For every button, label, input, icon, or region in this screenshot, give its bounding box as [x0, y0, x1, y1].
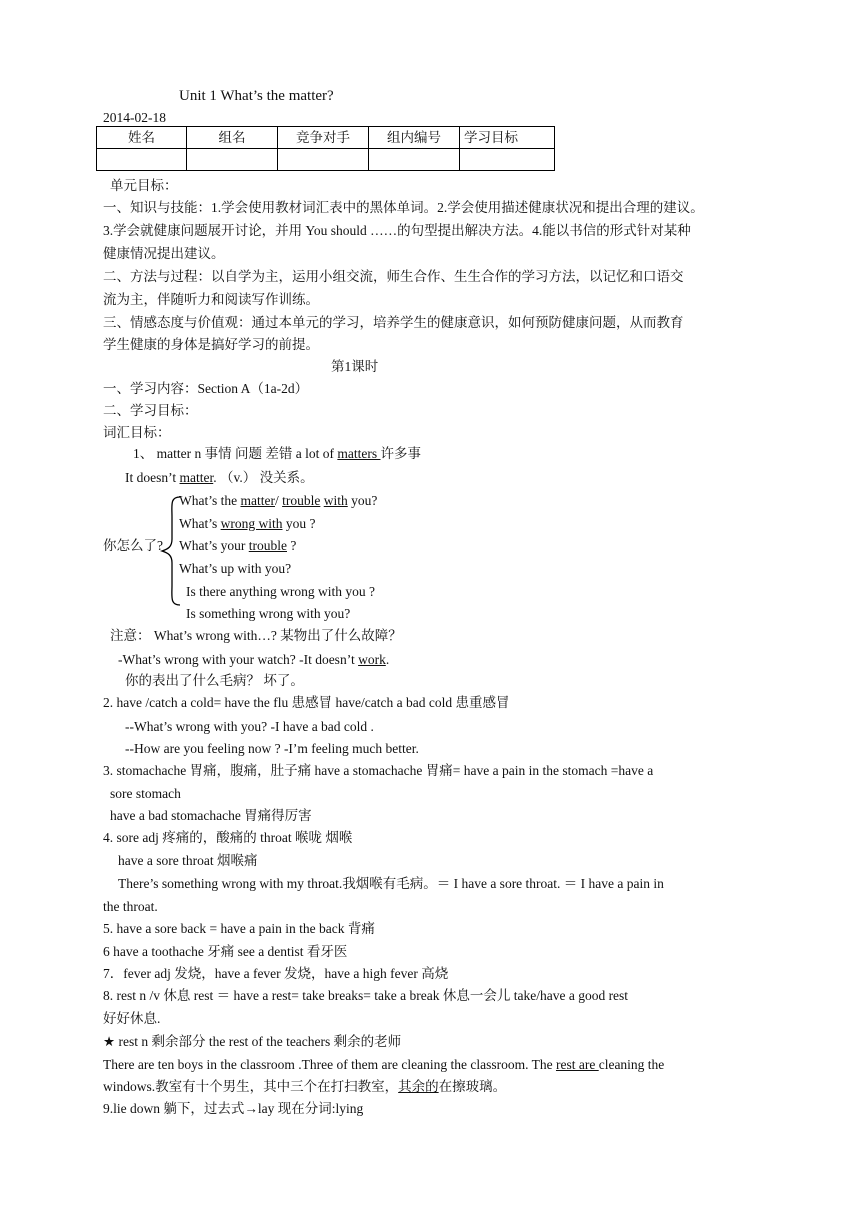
header-number: 组内编号: [369, 127, 460, 149]
phrase-line: [179, 537, 296, 555]
student-info-table: [96, 126, 555, 171]
phrase-line: What’s up with you?: [179, 561, 292, 576]
underlined-text: trouble: [282, 493, 321, 508]
cell-group[interactable]: [187, 149, 278, 171]
text: windows.教室有十个男生，其中三个在打扫教室，: [103, 1079, 399, 1094]
vocab-item-6: 6 have a toothache 牙痛 see a dentist 看牙医: [103, 944, 348, 959]
underlined-text: 其余的: [398, 1079, 439, 1094]
page-title: Unit 1 What’s the matter?: [179, 88, 334, 104]
text: What’s your: [179, 538, 249, 553]
example-line: [103, 1056, 664, 1074]
underlined-text: matter: [240, 493, 275, 508]
underlined-text: matter: [179, 470, 214, 485]
text: What’s: [179, 516, 221, 531]
goal-line: 二、方法与过程：以自学为主，运用小组交流，师生合作、生生合作的学习方法，以记忆和口语交: [103, 269, 684, 284]
vocab-item-5: 5. have a sore back = have a pain in the back 背痛: [103, 921, 375, 936]
example-line: sore stomach: [110, 786, 181, 801]
cell-name[interactable]: [97, 149, 187, 171]
vocab-item-4: 4. sore adj 疼痛的，酸痛的 throat 喉咙 烟喉: [103, 830, 353, 845]
example-line: There’s something wrong with my throat.我烟喉有毛病。＝ I have a sore throat. ＝ I have a pain in: [118, 876, 664, 891]
learning-content: 一、学习内容：Section A（1a-2d）: [103, 381, 309, 396]
cell-number[interactable]: [369, 149, 460, 171]
example-line: have a bad stomachache 胃痛得厉害: [110, 808, 312, 823]
text: you?: [347, 493, 378, 508]
text: you ?: [282, 516, 316, 531]
text: 在擦玻璃。: [438, 1079, 507, 1094]
vocab-item-8: 8. rest n /v 休息 rest ＝ have a rest= take breaks= take a break 休息一会儿 take/have a good rest: [103, 988, 629, 1003]
underlined-text: trouble: [248, 538, 287, 553]
phrase-line: [179, 515, 316, 533]
learning-objectives-label: 二、学习目标：: [103, 403, 198, 418]
cell-rival[interactable]: [278, 149, 369, 171]
text: /: [274, 493, 283, 508]
phrase-line: Is something wrong with you?: [186, 606, 351, 621]
text: . （v.） 没关系。: [213, 470, 314, 485]
vocab-label: 词汇目标：: [103, 425, 171, 440]
header-group: 组名: [187, 127, 278, 149]
vocab-item-1-example: [125, 469, 314, 487]
text: It doesn’t: [125, 470, 180, 485]
brace-label: 你怎么了?: [103, 538, 163, 553]
phrase-line: [179, 492, 377, 510]
example-line: --What’s wrong with you? -I have a bad cold .: [125, 719, 374, 734]
note-translation: 你的表出了什么毛病？ 坏了。: [125, 673, 304, 688]
header-goal: 学习目标: [460, 127, 555, 149]
cell-goal[interactable]: [460, 149, 555, 171]
underlined-text: wrong with: [220, 516, 283, 531]
header-rival: 竞争对手: [278, 127, 369, 149]
table-header-row: [97, 127, 555, 149]
underlined-text: work: [358, 652, 386, 667]
text: 1、 matter n 事情 问题 差错 a lot of: [133, 446, 338, 461]
example-line: --How are you feeling now ? -I’m feeling much better.: [125, 741, 419, 756]
phrase-line: Is there anything wrong with you ?: [186, 584, 375, 599]
note-line: 注意： What’s wrong with…? 某物出了什么故障？: [110, 628, 402, 643]
goal-line: 一、知识与技能：1.学会使用教材词汇表中的黑体单词。2.学会使用描述健康状况和提出合理的建议。: [103, 200, 704, 215]
header-name: 姓名: [97, 127, 187, 149]
text: There are ten boys in the classroom .Three of them are cleaning the classroom. The: [103, 1057, 556, 1072]
text: .: [385, 652, 390, 667]
goal-line: 三、情感态度与价值观：通过本单元的学习，培养学生的健康意识，如何预防健康问题，从而教育: [103, 315, 684, 330]
text: 许多事: [380, 446, 421, 461]
goal-line: 3.学会就健康问题展开讨论，并用 You should ……的句型提出解决方法。4.能以书信的形式针对某种: [103, 223, 691, 238]
vocab-item-2: 2. have /catch a cold= have the flu 患感冒 have/catch a bad cold 患重感冒: [103, 695, 510, 710]
text: ?: [287, 538, 297, 553]
vocab-item-9: 9.lie down 躺下，过去式→lay 现在分词:lying: [103, 1101, 364, 1116]
underlined-text: with: [323, 493, 348, 508]
underlined-text: rest are: [555, 1057, 599, 1072]
vocab-item-1: [133, 445, 421, 463]
example-line: 好好休息.: [103, 1011, 161, 1026]
vocab-item-7: 7．fever adj 发烧，have a fever 发烧，have a high fever 高烧: [103, 966, 449, 981]
vocab-item-3: 3. stomachache 胃痛，腹痛，肚子痛 have a stomachache 胃痛= have a pain in the stomach =have a: [103, 763, 654, 778]
table-input-row: [97, 149, 555, 171]
underlined-text: matters: [337, 446, 381, 461]
lesson-title: 第1课时: [331, 359, 379, 374]
example-line: the throat.: [103, 899, 158, 914]
example-line: ★ rest n 剩余部分 the rest of the teachers 剩余的老师: [103, 1034, 402, 1049]
example-line: have a sore throat 烟喉痛: [118, 853, 258, 868]
goals-heading: 单元目标：: [110, 178, 178, 193]
goal-line: 健康情况提出建议。: [103, 246, 225, 261]
text: -What’s wrong with your watch? -It doesn’t: [118, 652, 359, 667]
goal-line: 流为主，伴随听力和阅读写作训练。: [103, 292, 319, 307]
example-line: [103, 1078, 506, 1096]
text: What’s the: [179, 493, 241, 508]
note-example: [118, 651, 389, 669]
date: 2014-02-18: [103, 110, 166, 125]
goal-line: 学生健康的身体是搞好学习的前提。: [103, 337, 319, 352]
text: cleaning the: [598, 1057, 665, 1072]
